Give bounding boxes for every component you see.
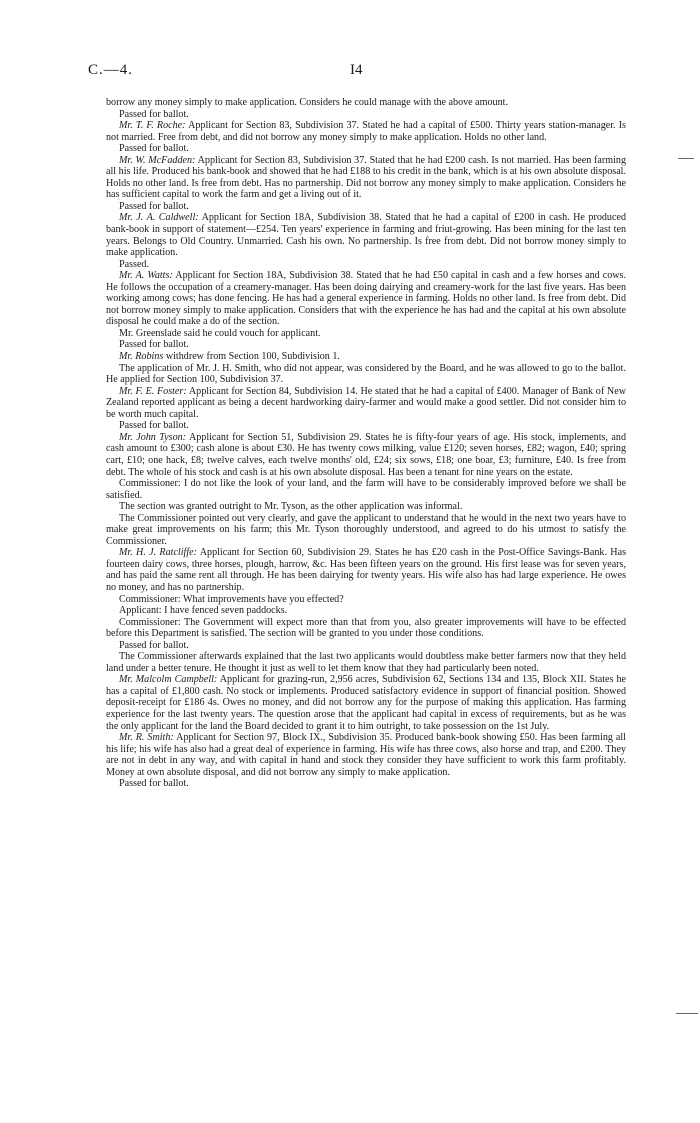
paragraph-text: The Commissioner pointed out very clearly, and gave the applicant to understand that he would in the next two years have to make great improvements on his farm; this Mr. Tyson thoroughly understood, and agreed to do his utmost to satisfy the Commissioner. bbox=[106, 512, 626, 547]
paragraph bbox=[106, 640, 626, 652]
paragraph bbox=[106, 420, 626, 432]
paragraph bbox=[106, 328, 626, 340]
applicant-name: Mr. Robins bbox=[119, 351, 164, 363]
paragraph bbox=[106, 120, 626, 143]
paragraph bbox=[106, 478, 626, 501]
paragraph bbox=[106, 651, 626, 674]
paragraph bbox=[106, 674, 626, 732]
paragraph bbox=[106, 605, 626, 617]
paragraph-text: Passed for ballot. bbox=[119, 420, 189, 432]
paragraph-text: borrow any money simply to make application. Considers he could manage with the above amount. bbox=[106, 97, 508, 108]
paragraph bbox=[106, 97, 626, 109]
paragraph bbox=[106, 270, 626, 328]
applicant-name: Mr. F. E. Foster: bbox=[119, 385, 187, 397]
paragraph-text: Applicant: I have fenced seven paddocks. bbox=[119, 605, 288, 617]
paragraph-text: The Commissioner afterwards explained that the last two applicants would doubtless make better farmers now that they held land under a better tenure. He thought it just as well to let them know that they had particularly been noted. bbox=[106, 651, 626, 674]
paragraph-text: Passed. bbox=[119, 258, 150, 270]
paragraph bbox=[106, 351, 626, 363]
applicant-name: Mr. A. Watts: bbox=[119, 270, 173, 282]
paragraph bbox=[106, 259, 626, 271]
paragraph-text: Commissioner: I do not like the look of your land, and the farm will have to be considerably improved before we shall be satisfied. bbox=[106, 478, 626, 501]
paragraph bbox=[106, 201, 626, 213]
applicant-name: Mr. J. A. Caldwell: bbox=[119, 212, 199, 224]
paragraph bbox=[106, 363, 626, 386]
paragraph-text: Applicant for Section 51, Subdivision 29. States he is fifty-four years of age. His stock, implements, and cash amount to £300; cash alone is about £30. He has twenty cows milking, value £120; seven horses, £82; wagon, £40; spring cart, £10; one hack, £8; twelve calves, each twelve months' old, £24; six sows, £18; one boar, £3; furniture, £40. Is free from debt. The whole of his stock and cash is at his own absolute disposal. Has been a tenant for nine years on the estate. bbox=[106, 431, 626, 478]
paragraph bbox=[106, 143, 626, 155]
paragraph-text: Applicant for Section 83, Subdivision 37. Stated he had a capital of £500. Thirty years station-manager. Is not married. Free from debt, and did not borrow any money simply to make application. Holds no other land. bbox=[106, 120, 626, 143]
paragraph bbox=[106, 617, 626, 640]
document-reference: C.—4. bbox=[88, 62, 134, 78]
paragraph-text: Applicant for Section 83, Subdivision 37. Stated that he had £200 cash. Is not married. Has been farming all his life. Produced his bank-book and showed that he had £188 to his credit in the bank, which is at his own absolute disposal. Holds no other land. Is free from debt. Has no partnership. Did not borrow any money simply to make application. Considers he has sufficient capital to work the farm and get a living out of it. bbox=[106, 154, 627, 201]
paragraph-text: Applicant for Section 60, Subdivision 29. States he has £20 cash in the Post-Office Savings-Bank. Has fourteen dairy cows, three horses, plough, harrow, &c. Has been fifteen years on the ground. His first lease was for seven years, and has paid the same rent all through. He has been dairying for twenty years. His wife also has had large experience. He owes no money, and has no partnership. bbox=[106, 547, 626, 593]
paragraph-text: withdrew from Section 100, Subdivision 1. bbox=[163, 351, 340, 363]
paragraph bbox=[106, 339, 626, 351]
page-header bbox=[88, 62, 608, 82]
paragraph bbox=[106, 547, 626, 593]
margin-mark bbox=[676, 1013, 698, 1014]
applicant-name: Mr. T. F. Roche: bbox=[119, 120, 186, 132]
paragraph-text: Passed for ballot. bbox=[119, 639, 189, 651]
paragraph-text: Passed for ballot. bbox=[119, 143, 189, 155]
paragraph-text: Passed for ballot. bbox=[119, 778, 189, 790]
paragraph-text: The section was granted outright to Mr. Tyson, as the other application was informal. bbox=[119, 501, 463, 513]
paragraph bbox=[106, 109, 626, 121]
paragraph bbox=[106, 386, 626, 421]
paragraph-text: Applicant for Section 18A, Subdivision 38. Stated that he had a capital of £200 in cash. He produced bank-book in support of statement—£254. Ten years' experience in farming and friut-growing. Has been mining for the last ten years. Belongs to Old Country. Unmarried. Cash his own. No partnership. Is free from debt. Did not borrow money simply to make application. bbox=[106, 212, 626, 259]
paragraph-text: Applicant for grazing-run, 2,956 acres, Subdivision 62, Sections 134 and 135, Block XII. States he has a capital of £1,800 cash. No stock or implements. Produced satisfactory evidence in support of financial position. Showed deposit-receipt for £186 4s. Owes no money, and did not borrow any for the purpose of making this application. Has farming experience for the last twenty years. The question arose that the applicant had capital in excess of requirements, but as he was the only applicant for the land the Board decided to grant it to him outright, to take possession on the 1st July. bbox=[106, 674, 626, 732]
paragraph bbox=[106, 432, 626, 478]
paragraph bbox=[106, 212, 626, 258]
paragraph-text: Commissioner: The Government will expect more than that from you, also greater improvements will have to be effected before this Department is satisfied. The section will be granted to you under those conditions. bbox=[106, 616, 626, 640]
paragraph-text: Commissioner: What improvements have you effected? bbox=[119, 593, 344, 605]
paragraph bbox=[106, 501, 626, 513]
paragraph-text: Applicant for Section 97, Block IX., Subdivision 35. Produced bank-book showing £50. Has been farming all his life; his wife has also had a great deal of experience in farming. His wife has three cows, also horse and trap, and £200. They are not in debt in any way, and with capital in hand and stock they consider they have sufficient to work this farm profitably. Money at own absolute disposal, and did not borrow any simply to make application. bbox=[106, 732, 626, 778]
paragraph-text: The application of Mr. J. H. Smith, who did not appear, was considered by the Board, and he was allowed to go to the ballot. He applied for Section 100, Subdivision 37. bbox=[106, 362, 626, 386]
paragraph bbox=[106, 778, 626, 790]
applicant-name: Mr. R. Smith: bbox=[119, 732, 174, 744]
document-body bbox=[106, 97, 626, 790]
paragraph-text: Applicant for Section 18A, Subdivision 38. Stated that he had £50 capital in cash and a few horses and cows. He follows the occupation of a creamery-manager. Has been doing dairying and creamery-work for the last five years. Has been working among cows; has done fencing. He has had a general experience in farming. Holds no other land. Is free from debt. Did not borrow money simply to make application. Considers that with the experience he has had and the capital at his own absolute disposal he could make a do of the section. bbox=[106, 270, 626, 328]
paragraph bbox=[106, 155, 626, 201]
paragraph bbox=[106, 513, 626, 548]
paragraph-text: Mr. Greenslade said he could vouch for applicant. bbox=[119, 327, 321, 339]
paragraph-text: Passed for ballot. bbox=[119, 108, 189, 120]
margin-mark bbox=[678, 158, 694, 159]
applicant-name: Mr. Malcolm Campbell: bbox=[119, 674, 218, 686]
paragraph-text: Applicant for Section 84, Subdivision 14. He stated that he had a capital of £400. Manager of Bank of New Zealand reported applicant as being a decent hardworking dairy-farmer and would make a good settler. Did not consider him to be worth much capital. bbox=[106, 385, 626, 420]
page-number: I4 bbox=[350, 62, 363, 78]
paragraph bbox=[106, 732, 626, 778]
applicant-name: Mr. John Tyson: bbox=[119, 431, 187, 443]
paragraph-text: Passed for ballot. bbox=[119, 200, 189, 212]
applicant-name: Mr. W. McFadden: bbox=[119, 154, 196, 166]
paragraph-text: Passed for ballot. bbox=[119, 339, 189, 351]
paragraph bbox=[106, 594, 626, 606]
applicant-name: Mr. H. J. Ratcliffe: bbox=[119, 547, 197, 559]
